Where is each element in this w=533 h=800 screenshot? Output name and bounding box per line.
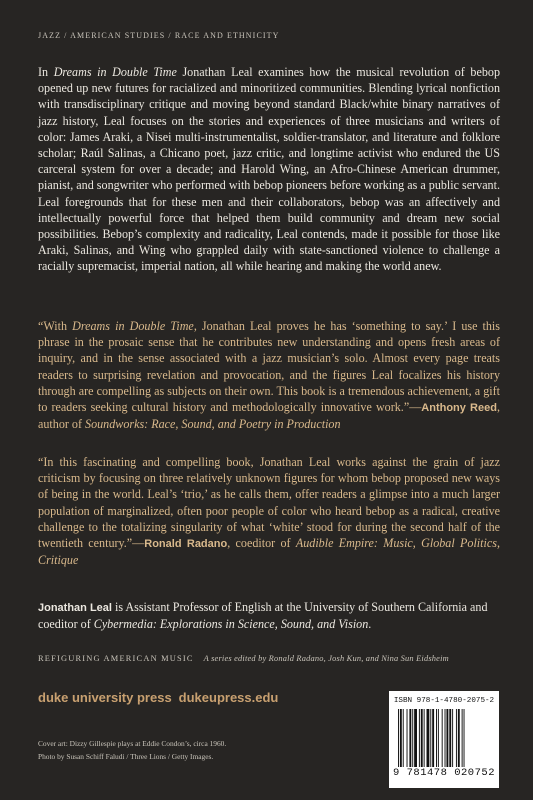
book-description: In Dreams in Double Time Jonathan Leal examines how the musical revolution of bebop opened up new futures for racialized and minoritized communities. Blending lyrical nonfiction with transdisciplinary critique and moving beyond standard Black/white binary narratives of jazz history, Leal focuses on the stories and experiences of three musicians and writers of color: James Araki, a Nisei multi-instrumentalist, soldier-translator, and literature and folklore scholar; Raúl Salinas, a Chicano poet, jazz critic, and longtime activist who endured the US carceral system for over a decade; and Harold Wing, an Afro-Chinese American drummer, pianist, and songwriter who performed with bebop pioneers before working as a public servant. Leal foregrounds that for these men and their collaborators, bebop was an affectively and intellectually powerful force that helped them build community and dream new social possibilities. Bebop’s complexity and radicality, Leal contends, made it possible for those like Araki, Salinas, and Wing who grappled daily with state-sanctioned violence to challenge a racially supremacist, imperial nation, all while hearing and making the world anew.	[38, 65, 500, 274]
isbn-digits: 9 781478 020752	[392, 767, 495, 779]
subject-categories: JAZZ / AMERICAN STUDIES / RACE AND ETHNICITY	[38, 31, 280, 40]
isbn-label: ISBN 978-1-4780-2075-2	[393, 697, 495, 705]
book-title: Dreams in Double Time	[53, 65, 177, 79]
publisher-line	[38, 690, 278, 705]
publisher-name: duke university press	[38, 690, 172, 705]
author-bio: Jonathan Leal is Assistant Professor of English at the University of Southern California and coeditor of Cybermedia: Explorations in Science, Sound, and Vision.	[38, 600, 488, 632]
series-editors: A series edited by Ronald Radano, Josh Kun, and Nina Sun Eidsheim	[203, 654, 449, 663]
series-line	[38, 654, 449, 663]
barcode-icon	[398, 709, 490, 767]
series-name: REFIGURING AMERICAN MUSIC	[38, 654, 194, 663]
blurb-reed: “With Dreams in Double Time, Jonathan Leal proves he has ‘something to say.’ I use this phrase in the prosaic sense that he contributes new understanding and opens fresh areas of inquiry, and in the sense associated with a jazz musician’s solo. Almost every page treats readers to surprising revelation and provocation, and the figures Leal focalizes his history through are compelling as subjects on their own. This book is a tremendous achievement, a gift to readers seeking cultural history and methodologically innovative work.”—Anthony Reed, author of Soundworks: Race, Sound, and Poetry in Production	[38, 319, 500, 432]
blurb-author: Anthony Reed	[421, 402, 497, 415]
blurb-radano: “In this fascinating and compelling book, Jonathan Leal works against the grain of jazz criticism by focusing on three relatively unknown figures for whom bebop proposed new ways of being in the world. Leal’s ‘trio,’ as he calls them, offer readers a glimpse into a much larger population of marginalized, often poor people of color who heard bebop as a radical, creative challenge to the totalizing singularity of what ‘white’ stood for during the second half of the twentieth century.”—Ronald Radano, coeditor of Audible Empire: Music, Global Politics, Critique	[38, 455, 500, 568]
publisher-url: dukeupress.edu	[178, 690, 279, 705]
isbn-barcode	[389, 691, 499, 788]
cover-credits: Cover art: Dizzy Gillespie plays at Eddie Condon’s, circa 1960. Photo by Susan Schiff Faludi / Three Lions / Getty Images.	[38, 739, 227, 761]
author-name: Jonathan Leal	[38, 602, 112, 614]
blurb-author: Ronald Radano	[144, 538, 228, 551]
